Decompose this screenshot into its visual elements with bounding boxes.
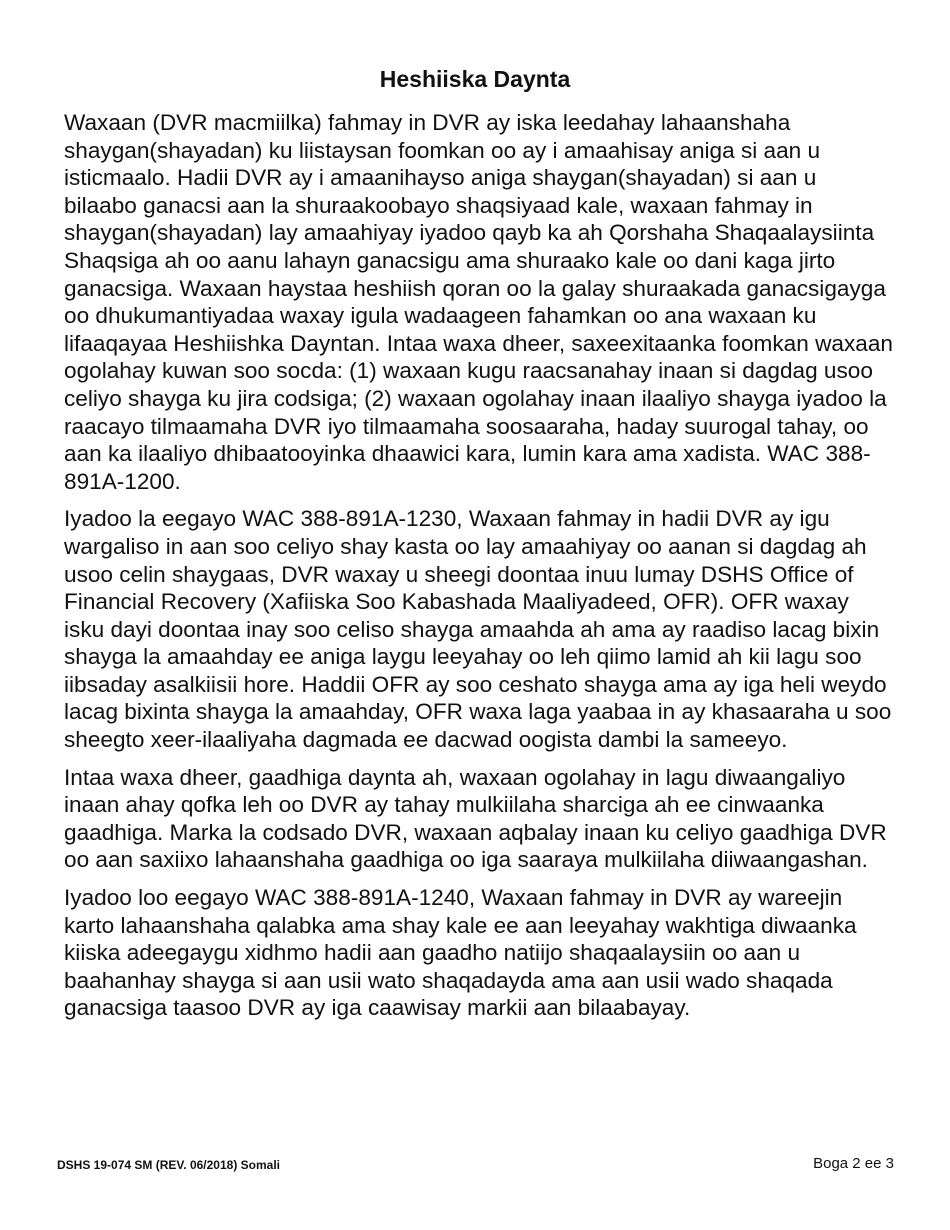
paragraph-ownership-transfer: Iyadoo loo eegayo WAC 388-891A-1240, Waxaan fahmay in DVR ay wareejin karto lahaanshaha qalabka ama shay kale ee aan leeyahay wakhtiga diwaanka kiiska adeegaygu xidhmo hadii aan gaadho natiijo shaqaalaysiin oo aan u baahanhay shayga si aan usii wato shaqadayda ama aan usii wado shaqada ganacsiga taasoo DVR ay iga caawisay markii aan bilaabayay. [64,885,857,1021]
document-body [64,109,894,1032]
page-number: Boga 2 ee 3 [813,1155,894,1172]
form-identifier: DSHS 19-074 SM (REV. 06/2018) Somali [57,1158,280,1172]
paragraph-vehicle-loan: Intaa waxa dheer, gaadhiga daynta ah, waxaan ogolahay in lagu diwaangaliyo inaan ahay qofka leh oo DVR ay tahay mulkiilaha sharciga ah ee cinwaanka gaadhiga. Marka la codsado DVR, waxaan aqbalay inaan ku celiyo gaadhiga DVR oo aan saxiixo lahaanshaha gaadhiga oo iga saaraya mulkiilaha diiwaangashan. [64,764,887,873]
paragraph-return-obligation: Iyadoo la eegayo WAC 388-891A-1230, Waxaan fahmay in hadii DVR ay igu wargaliso in aan soo celiyo shay kasta oo lay amaahiyay oo aanan si dagdag ah usoo celin shaygaas, DVR waxay u sheegi doontaa inuu lumay DSHS Office of Financial Recovery (Xafiiska Soo Kabashada Maaliyadeed, OFR). OFR waxay isku dayi doontaa inay soo celiso shayga amaahda ah ama ay raadiso lacag bixin shayga la amaahday ee aniga laygu leeyahay oo leh qiimo lamid ah kii lagu soo iibsaday asalkiisii hore. Haddii OFR ay soo ceshato shayga ama ay iga heli weydo lacag bixinta shayga la amaahday, OFR waxa laga yaabaa in ay khasaaraha u soo sheegto xeer-ilaaliyaha dagmada ee dacwad oogista dambi la sameeyo. [64,506,892,753]
paragraph-loan-agreement: Waxaan (DVR macmiilka) fahmay in DVR ay iska leedahay lahaanshaha shaygan(shayadan) ku liistaysan foomkan oo ay i amaahisay aniga si aan u isticmaalo. Hadii DVR ay i amaanihayso aniga shaygan(shayadan) si aan u bilaabo ganacsi aan la shuraakoobayo shaqsiyaad kale, waxaan fahmay in shaygan(shayadan) lay amaahiyay iyadoo qayb ka ah Qorshaha Shaqaalaysiinta Shaqsiga ah oo aanu lahayn ganacsigu ama shuraako kale oo dani kaga jirto ganacsiga. Waxaan haystaa heshiish qoran oo la galay shuraakada ganacsigayga oo dhukumantiyadaa waxay igula wadaageen fahamkan oo ana waxaan ku lifaaqayaa Heshiishka Dayntan. Intaa waxa dheer, saxeexitaanka foomkan waxaan ogolahay kuwan soo socda: (1) waxaan kugu raacsanahay inaan si dagdag usoo celiyo shayga ku jira codsiga; (2) waxaan ogolahay inaan ilaaliyo shayga iyadoo la raacayo tilmaamaha DVR iyo tilmaamaha soosaaraha, haday suurogal tahay, oo aan ka ilaaliyo dhibaatooyinka dhaawici kara, lumin kara ama xadista. WAC 388-891A-1200. [64,110,893,494]
page-title: Heshiiska Daynta [379,66,571,92]
